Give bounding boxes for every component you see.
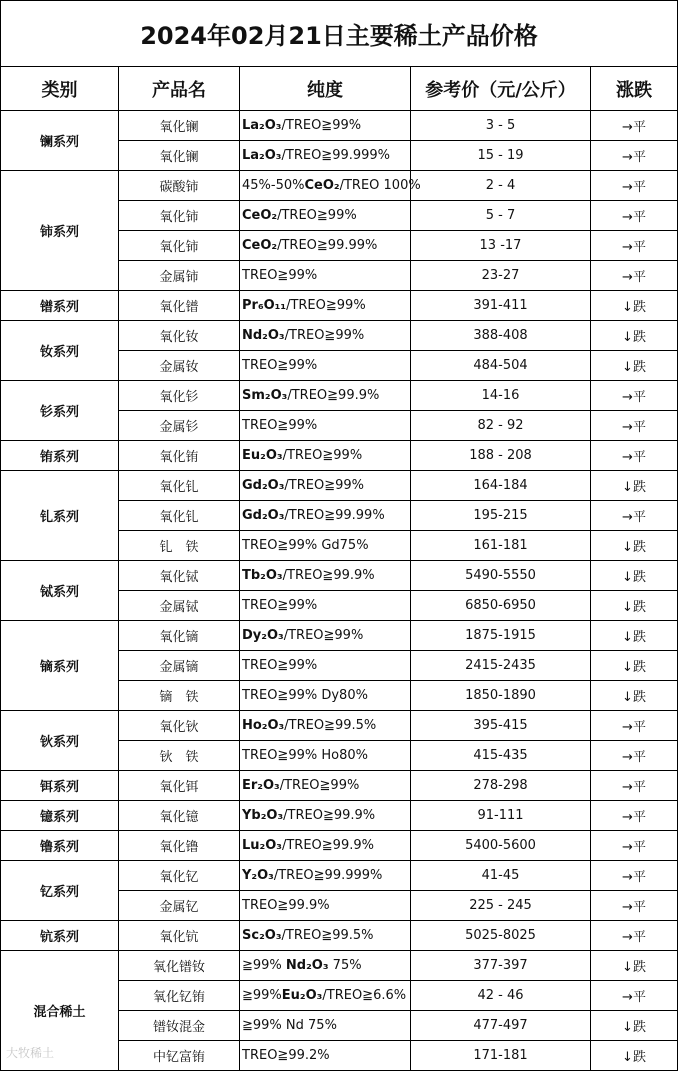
price-cell: 23-27 bbox=[411, 261, 591, 291]
purity-rest: TREO≧99% bbox=[242, 598, 318, 613]
trend-cell: ↓跌 bbox=[591, 1041, 678, 1071]
product-cell: 金属钕 bbox=[119, 351, 240, 381]
purity-cell bbox=[240, 201, 411, 231]
product-cell: 金属镝 bbox=[119, 651, 240, 681]
purity-cell bbox=[240, 801, 411, 831]
page-title: 2024年02月21日主要稀土产品价格 bbox=[1, 1, 678, 67]
product-cell: 金属钐 bbox=[119, 411, 240, 441]
purity-rest: /TREO≧99.5% bbox=[281, 928, 374, 943]
purity-rest: /TREO 100% bbox=[339, 178, 421, 193]
purity-cell bbox=[240, 141, 411, 171]
header-price: 参考价（元/公斤） bbox=[411, 67, 591, 111]
category-cell: 铽系列 bbox=[1, 561, 119, 621]
price-cell: 1875-1915 bbox=[411, 621, 591, 651]
purity-rest: /TREO≧99.999% bbox=[281, 148, 391, 163]
product-cell: 氧化钕 bbox=[119, 321, 240, 351]
product-cell: 氧化钆 bbox=[119, 471, 240, 501]
purity-rest: TREO≧99% Dy80% bbox=[242, 688, 368, 703]
table-row bbox=[1, 771, 678, 801]
category-cell: 镥系列 bbox=[1, 831, 119, 861]
product-cell: 氧化钇 bbox=[119, 861, 240, 891]
category-cell: 镧系列 bbox=[1, 111, 119, 171]
purity-pre: ≧99% bbox=[242, 988, 282, 1003]
trend-cell: ↓跌 bbox=[591, 471, 678, 501]
table-row bbox=[1, 471, 678, 501]
header-category: 类别 bbox=[1, 67, 119, 111]
price-cell: 188 - 208 bbox=[411, 441, 591, 471]
product-cell: 金属铽 bbox=[119, 591, 240, 621]
table-row bbox=[1, 381, 678, 411]
purity-cell bbox=[240, 621, 411, 651]
trend-cell: →平 bbox=[591, 141, 678, 171]
purity-bold: La₂O₃ bbox=[242, 148, 282, 163]
purity-rest: /TREO≧99.999% bbox=[273, 868, 383, 883]
table-row bbox=[1, 621, 678, 651]
purity-cell bbox=[240, 951, 411, 981]
trend-cell: →平 bbox=[591, 831, 678, 861]
purity-bold: Y₂O₃ bbox=[242, 868, 274, 883]
purity-cell bbox=[240, 891, 411, 921]
purity-pre: ≧99% bbox=[242, 958, 286, 973]
purity-cell bbox=[240, 831, 411, 861]
category-cell: 钆系列 bbox=[1, 471, 119, 561]
price-cell: 171-181 bbox=[411, 1041, 591, 1071]
category-cell: 镝系列 bbox=[1, 621, 119, 711]
purity-bold: Sm₂O₃ bbox=[242, 388, 288, 403]
trend-cell: →平 bbox=[591, 501, 678, 531]
trend-cell: →平 bbox=[591, 861, 678, 891]
purity-rest: /TREO≧99.9% bbox=[282, 568, 375, 583]
trend-cell: ↓跌 bbox=[591, 321, 678, 351]
purity-rest: /TREO≧6.6% bbox=[322, 988, 407, 1003]
product-cell: 金属铈 bbox=[119, 261, 240, 291]
trend-cell: ↓跌 bbox=[591, 351, 678, 381]
product-cell: 氧化镧 bbox=[119, 141, 240, 171]
table-row bbox=[1, 801, 678, 831]
purity-bold: Gd₂O₃ bbox=[242, 478, 285, 493]
purity-cell bbox=[240, 351, 411, 381]
table-row bbox=[1, 111, 678, 141]
product-cell: 氧化镨 bbox=[119, 291, 240, 321]
purity-cell bbox=[240, 771, 411, 801]
category-cell: 钇系列 bbox=[1, 861, 119, 921]
watermark: 大牧稀土 bbox=[6, 1046, 55, 1060]
purity-cell bbox=[240, 441, 411, 471]
price-cell: 484-504 bbox=[411, 351, 591, 381]
purity-cell bbox=[240, 381, 411, 411]
purity-cell bbox=[240, 591, 411, 621]
trend-cell: ↓跌 bbox=[591, 681, 678, 711]
product-cell: 中钇富铕 bbox=[119, 1041, 240, 1071]
trend-cell: →平 bbox=[591, 741, 678, 771]
purity-rest: TREO≧99% bbox=[242, 268, 318, 283]
purity-rest: TREO≧99.9% bbox=[242, 898, 330, 913]
product-cell: 氧化铒 bbox=[119, 771, 240, 801]
purity-bold: Er₂O₃ bbox=[242, 778, 280, 793]
product-cell: 碳酸铈 bbox=[119, 171, 240, 201]
category-cell: 钪系列 bbox=[1, 921, 119, 951]
product-cell: 氧化钆 bbox=[119, 501, 240, 531]
trend-cell: →平 bbox=[591, 711, 678, 741]
category-cell: 钐系列 bbox=[1, 381, 119, 441]
table-header-row bbox=[1, 67, 678, 111]
purity-cell bbox=[240, 531, 411, 561]
product-cell: 氧化钇铕 bbox=[119, 981, 240, 1011]
purity-cell bbox=[240, 261, 411, 291]
trend-cell: ↓跌 bbox=[591, 531, 678, 561]
category-cell: 镱系列 bbox=[1, 801, 119, 831]
price-cell: 388-408 bbox=[411, 321, 591, 351]
price-cell: 195-215 bbox=[411, 501, 591, 531]
price-cell: 3 - 5 bbox=[411, 111, 591, 141]
purity-bold: Dy₂O₃ bbox=[242, 628, 284, 643]
header-product: 产品名 bbox=[119, 67, 240, 111]
purity-cell bbox=[240, 171, 421, 201]
purity-rest: /TREO≧99% bbox=[284, 478, 365, 493]
price-cell: 395-415 bbox=[411, 711, 591, 741]
trend-cell: →平 bbox=[591, 261, 678, 291]
product-cell: 氧化镥 bbox=[119, 831, 240, 861]
purity-pre: 45%-50% bbox=[242, 178, 305, 193]
table-row bbox=[1, 861, 678, 891]
purity-rest: /TREO≧99% bbox=[286, 298, 366, 313]
purity-rest: /TREO≧99% bbox=[281, 118, 362, 133]
purity-rest: /TREO≧99% bbox=[283, 628, 364, 643]
purity-rest: /TREO≧99% bbox=[279, 778, 360, 793]
product-cell: 氧化钪 bbox=[119, 921, 240, 951]
price-cell: 2415-2435 bbox=[411, 651, 591, 681]
product-cell: 氧化铈 bbox=[119, 201, 240, 231]
product-cell: 氧化铕 bbox=[119, 441, 240, 471]
product-cell: 氧化钬 bbox=[119, 711, 240, 741]
trend-cell: →平 bbox=[591, 411, 678, 441]
price-cell: 5490-5550 bbox=[411, 561, 591, 591]
header-purity: 纯度 bbox=[240, 67, 411, 111]
purity-cell bbox=[240, 291, 411, 321]
purity-cell bbox=[240, 231, 411, 261]
purity-cell bbox=[240, 1041, 411, 1071]
trend-cell: →平 bbox=[591, 201, 678, 231]
table-row bbox=[1, 831, 678, 861]
purity-rest: 75% bbox=[328, 958, 362, 973]
purity-cell bbox=[240, 1011, 411, 1041]
purity-bold: CeO₂ bbox=[242, 208, 278, 223]
price-cell: 2 - 4 bbox=[411, 171, 591, 201]
price-cell: 477-497 bbox=[411, 1011, 591, 1041]
product-cell: 钆 铁 bbox=[119, 531, 240, 561]
purity-bold: Gd₂O₃ bbox=[242, 508, 285, 523]
purity-cell bbox=[240, 471, 411, 501]
price-cell: 15 - 19 bbox=[411, 141, 591, 171]
price-cell: 161-181 bbox=[411, 531, 591, 561]
price-cell: 5400-5600 bbox=[411, 831, 591, 861]
purity-rest: /TREO≧99% bbox=[277, 208, 357, 223]
category-cell: 镨系列 bbox=[1, 291, 119, 321]
purity-rest: /TREO≧99.99% bbox=[284, 508, 385, 523]
trend-cell: ↓跌 bbox=[591, 1011, 678, 1041]
price-cell: 14-16 bbox=[411, 381, 591, 411]
purity-bold: Eu₂O₃ bbox=[242, 448, 283, 463]
purity-cell bbox=[240, 561, 411, 591]
purity-bold: La₂O₃ bbox=[242, 118, 282, 133]
purity-bold: Nd₂O₃ bbox=[242, 328, 285, 343]
purity-cell bbox=[240, 321, 411, 351]
product-cell: 氧化镧 bbox=[119, 111, 240, 141]
purity-cell bbox=[240, 111, 411, 141]
category-cell: 钕系列 bbox=[1, 321, 119, 381]
purity-bold: Lu₂O₃ bbox=[242, 838, 282, 853]
table-row bbox=[1, 171, 678, 201]
purity-cell bbox=[240, 861, 411, 891]
purity-rest: /TREO≧99% bbox=[282, 448, 363, 463]
product-cell: 钬 铁 bbox=[119, 741, 240, 771]
category-cell: 钬系列 bbox=[1, 711, 119, 771]
purity-rest: /TREO≧99.9% bbox=[283, 808, 376, 823]
product-cell: 镨钕混金 bbox=[119, 1011, 240, 1041]
trend-cell: →平 bbox=[591, 801, 678, 831]
table-row bbox=[1, 321, 678, 351]
price-cell: 5 - 7 bbox=[411, 201, 591, 231]
purity-cell bbox=[240, 411, 411, 441]
purity-rest: TREO≧99% bbox=[242, 418, 318, 433]
purity-rest: /TREO≧99.9% bbox=[287, 388, 380, 403]
price-cell: 278-298 bbox=[411, 771, 591, 801]
purity-rest: /TREO≧99.9% bbox=[281, 838, 374, 853]
purity-rest: TREO≧99% Ho80% bbox=[242, 748, 368, 763]
product-cell: 氧化镱 bbox=[119, 801, 240, 831]
purity-cell bbox=[240, 741, 411, 771]
trend-cell: →平 bbox=[591, 981, 678, 1011]
table-row bbox=[1, 291, 678, 321]
trend-cell: →平 bbox=[591, 171, 678, 201]
trend-cell: ↓跌 bbox=[591, 621, 678, 651]
price-cell: 41-45 bbox=[411, 861, 591, 891]
trend-cell: →平 bbox=[591, 111, 678, 141]
product-cell: 氧化钐 bbox=[119, 381, 240, 411]
category-cell: 混合稀土 bbox=[1, 951, 119, 1071]
trend-cell: →平 bbox=[591, 381, 678, 411]
price-cell: 42 - 46 bbox=[411, 981, 591, 1011]
purity-cell bbox=[240, 681, 411, 711]
purity-bold: Sc₂O₃ bbox=[242, 928, 282, 943]
price-cell: 225 - 245 bbox=[411, 891, 591, 921]
table-row bbox=[1, 561, 678, 591]
table-row bbox=[1, 711, 678, 741]
price-cell: 377-397 bbox=[411, 951, 591, 981]
price-cell: 164-184 bbox=[411, 471, 591, 501]
product-cell: 氧化镨钕 bbox=[119, 951, 240, 981]
purity-bold: CeO₂ bbox=[304, 178, 340, 193]
purity-rest: ≧99% Nd 75% bbox=[242, 1018, 337, 1033]
table-row bbox=[1, 951, 678, 981]
purity-bold: Yb₂O₃ bbox=[242, 808, 284, 823]
price-cell: 415-435 bbox=[411, 741, 591, 771]
purity-bold: CeO₂ bbox=[242, 238, 278, 253]
trend-cell: ↓跌 bbox=[591, 561, 678, 591]
purity-rest: TREO≧99% Gd75% bbox=[242, 538, 369, 553]
product-cell: 氧化镝 bbox=[119, 621, 240, 651]
price-cell: 391-411 bbox=[411, 291, 591, 321]
purity-bold: Ho₂O₃ bbox=[242, 718, 285, 733]
trend-cell: ↓跌 bbox=[591, 291, 678, 321]
category-cell: 铕系列 bbox=[1, 441, 119, 471]
purity-rest: TREO≧99% bbox=[242, 358, 318, 373]
purity-bold: Nd₂O₃ bbox=[285, 958, 329, 973]
purity-cell bbox=[240, 651, 411, 681]
price-cell: 13 -17 bbox=[411, 231, 591, 261]
purity-bold: Tb₂O₃ bbox=[242, 568, 283, 583]
purity-rest: /TREO≧99.5% bbox=[284, 718, 377, 733]
price-cell: 82 - 92 bbox=[411, 411, 591, 441]
purity-rest: /TREO≧99.99% bbox=[277, 238, 378, 253]
table-row bbox=[1, 441, 678, 471]
purity-cell bbox=[240, 921, 411, 951]
price-cell: 5025-8025 bbox=[411, 921, 591, 951]
purity-cell bbox=[240, 501, 411, 531]
category-cell: 铈系列 bbox=[1, 171, 119, 291]
trend-cell: ↓跌 bbox=[591, 951, 678, 981]
price-cell: 91-111 bbox=[411, 801, 591, 831]
header-trend: 涨跌 bbox=[591, 67, 678, 111]
product-cell: 镝 铁 bbox=[119, 681, 240, 711]
purity-rest: TREO≧99% bbox=[242, 658, 318, 673]
trend-cell: →平 bbox=[591, 921, 678, 951]
trend-cell: →平 bbox=[591, 891, 678, 921]
trend-cell: →平 bbox=[591, 231, 678, 261]
purity-bold: Eu₂O₃ bbox=[281, 988, 323, 1003]
product-cell: 氧化铽 bbox=[119, 561, 240, 591]
purity-rest: TREO≧99.2% bbox=[242, 1048, 330, 1063]
trend-cell: ↓跌 bbox=[591, 591, 678, 621]
product-cell: 氧化铈 bbox=[119, 231, 240, 261]
category-cell: 铒系列 bbox=[1, 771, 119, 801]
purity-rest: /TREO≧99% bbox=[284, 328, 365, 343]
price-cell: 1850-1890 bbox=[411, 681, 591, 711]
purity-cell bbox=[240, 711, 411, 741]
trend-cell: ↓跌 bbox=[591, 651, 678, 681]
trend-cell: →平 bbox=[591, 441, 678, 471]
product-cell: 金属钇 bbox=[119, 891, 240, 921]
table-row bbox=[1, 921, 678, 951]
purity-cell bbox=[240, 981, 411, 1011]
price-cell: 6850-6950 bbox=[411, 591, 591, 621]
trend-cell: →平 bbox=[591, 771, 678, 801]
purity-bold: Pr₆O₁₁ bbox=[242, 298, 287, 313]
